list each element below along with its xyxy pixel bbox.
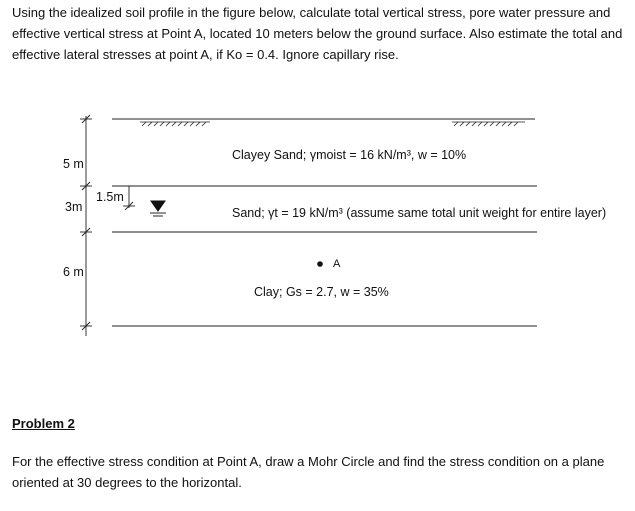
- ground-surface-hatch-right: [452, 122, 525, 126]
- point-a-label: A: [333, 258, 341, 270]
- point-a-marker: [317, 261, 323, 267]
- water-table-dimension: [123, 186, 135, 210]
- dimension-3m-label: 3m: [65, 200, 83, 214]
- water-table-icon: [150, 201, 166, 216]
- layer-clayey-sand-label: Clayey Sand; γmoist = 16 kN/m³, w = 10%: [232, 148, 467, 162]
- problem-2-heading: Problem 2: [12, 416, 75, 431]
- depth-dimension-line: [80, 115, 92, 336]
- layer-sand-label: Sand; γt = 19 kN/m³ (assume same total unit weight for entire layer): [232, 206, 607, 220]
- dimension-5m-label: 5 m: [63, 157, 84, 171]
- problem-2-statement: For the effective stress condition at Point A, draw a Mohr Circle and find the stress condition on a plane oriented at 30 degrees to the horizontal.: [12, 454, 605, 490]
- layer-clay-label: Clay; Gs = 2.7, w = 35%: [254, 285, 389, 299]
- problem-1-statement: Using the idealized soil profile in the figure below, calculate total vertical stress, pore water pressure and effective vertical stress at Point A, located 10 meters below the ground surface. Also estimate the total and effective lateral stresses at point A, if Ko = 0.4. Ignore capillary rise.: [12, 5, 623, 62]
- ground-surface-hatch-left: [140, 122, 210, 126]
- dimension-6m-label: 6 m: [63, 265, 84, 279]
- dimension-1-5m-label: 1.5m: [96, 190, 124, 204]
